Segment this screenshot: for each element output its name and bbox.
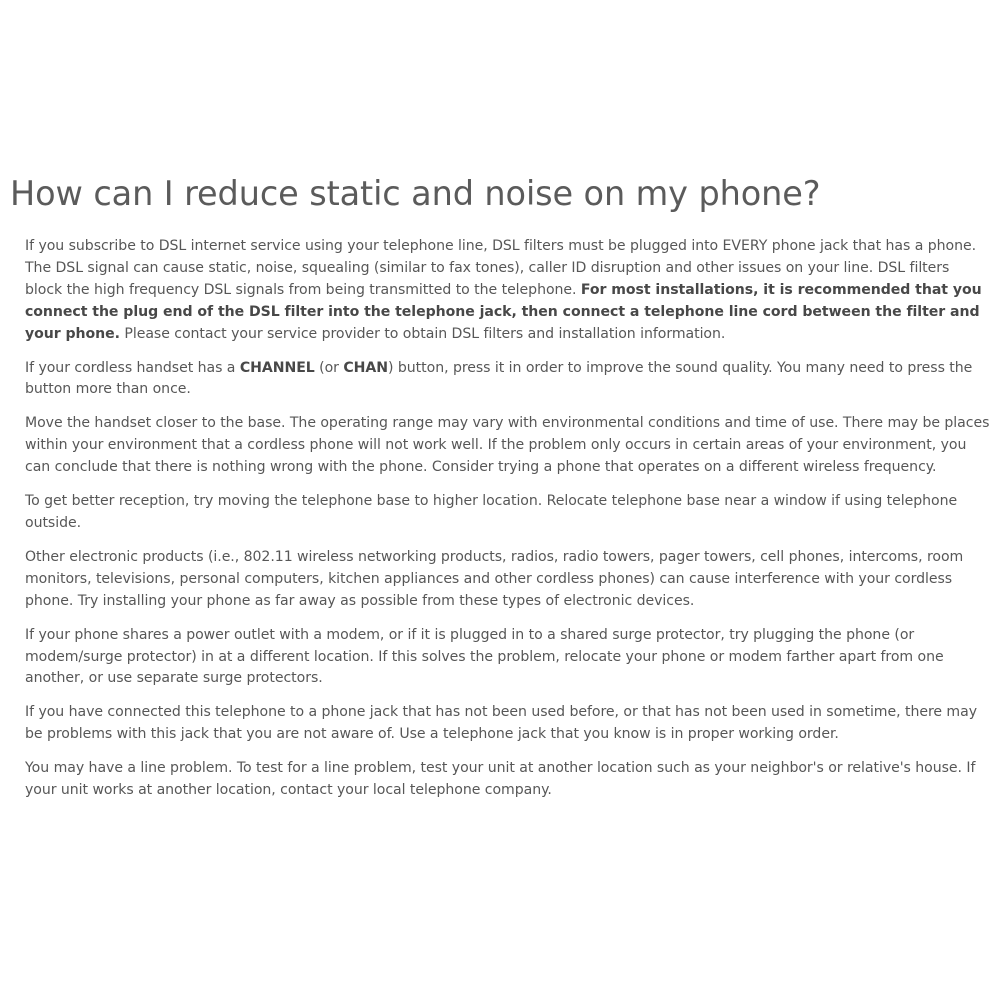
channel-text-c: ) button, press it in order to improve the sound quality. You many need to press the button more than once. (25, 359, 973, 398)
page-title: How can I reduce static and noise on my phone? (10, 174, 821, 213)
paragraph-line-problem: You may have a line problem. To test for a line problem, test your unit at another location such as your neighbor's or relative's house. If your unit works at another location, contact your local telephone company. (25, 760, 976, 799)
channel-text-a: If your cordless handset has a (25, 359, 240, 376)
faq-article (0, 168, 1000, 802)
paragraph-handset-range: Move the handset closer to the base. The operating range may vary with environmental conditions and time of use. There may be places within your environment that a cordless phone will not work well. If the problem only occurs in certain areas of your environment, you can conclude that there is nothing wrong with the phone. Consider trying a phone that operates on a different wireless frequency. (25, 415, 990, 476)
paragraph-power-outlet: If your phone shares a power outlet with a modem, or if it is plugged in to a shared surge protector, try plugging the phone (or modem/surge protector) in at a different location. If this solves the problem, relocate your phone or modem farther apart from one another, or use separate surge protectors. (25, 626, 944, 687)
dsl-text-intro: If you subscribe to DSL internet service using your telephone line, DSL filters must be plugged into EVERY phone jack that has a phone. The DSL signal can cause static, noise, squealing (similar to fax tones), caller ID disruption and other issues on your line. DSL filters block the high frequency DSL signals from being transmitted to the telephone. (25, 238, 977, 298)
channel-label-bold: CHANNEL (239, 359, 315, 376)
paragraph-phone-jack: If you have connected this telephone to a phone jack that has not been used before, or that has not been used in sometime, there may be problems with this jack that you are not aware of. Use a telephone jack that you know is in proper working order. (25, 704, 977, 743)
dsl-recommendation-bold: For most installations, it is recommended that you connect the plug end of the DSL filter into the telephone jack, then connect a telephone line cord between the filter and your phone. (25, 281, 982, 342)
paragraph-channel-button (25, 358, 990, 402)
article-body (0, 236, 990, 802)
dsl-text-contact: Please contact your service provider to obtain DSL filters and installation information. (119, 325, 726, 342)
chan-label-bold: CHAN (343, 359, 389, 376)
paragraph-dsl-filters (25, 236, 990, 346)
channel-text-b: (or (314, 359, 344, 376)
paragraph-interference: Other electronic products (i.e., 802.11 wireless networking products, radios, radio towers, pager towers, cell phones, intercoms, room monitors, televisions, personal computers, kitchen appliances and other cordless phones) can cause interference with your cordless phone. Try installing your phone as far away as possible from these types of electronic devices. (25, 548, 964, 609)
paragraph-reception: To get better reception, try moving the telephone base to higher location. Relocate telephone base near a window if using telephone outside. (25, 493, 958, 531)
